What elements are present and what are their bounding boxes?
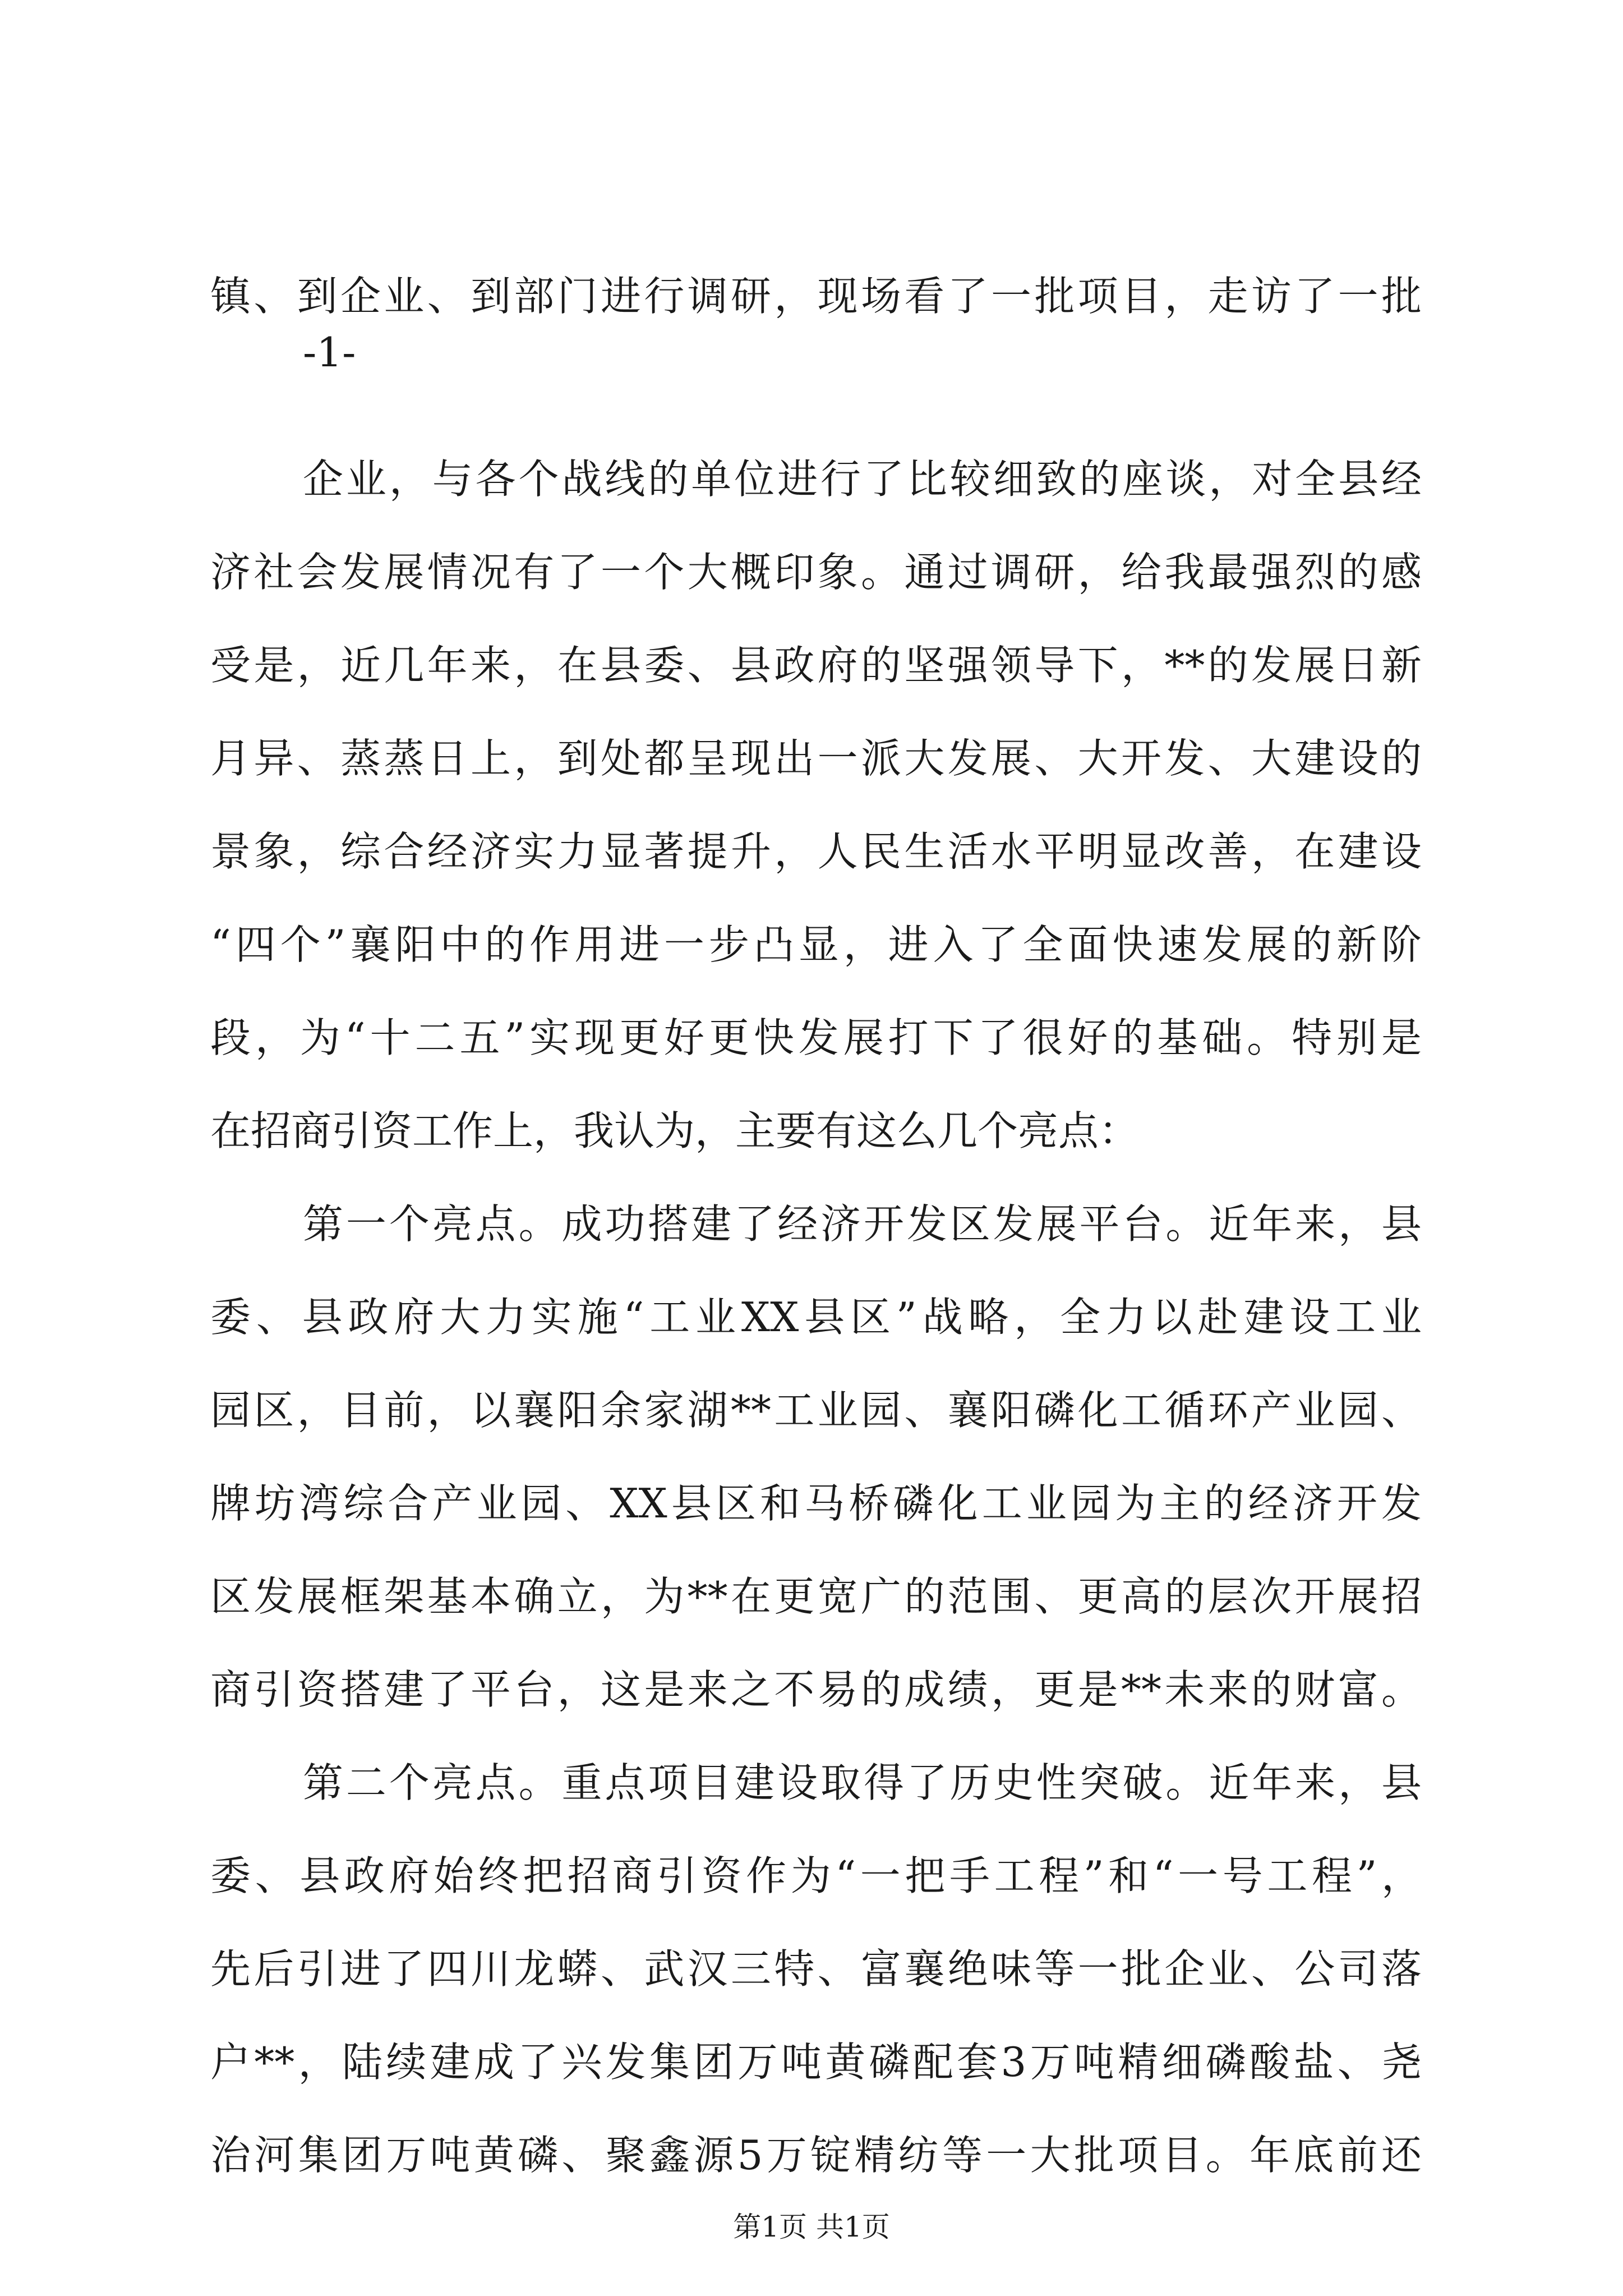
body-line-4: 受是，近几年来，在县委、县政府的坚强领导下，**的发展日新 — [210, 642, 1422, 689]
body-line-2: 企业，与各个战线的单位进行了比较细致的座谈，对全县经 — [303, 455, 1422, 503]
page-footer: 第1页 共1页 — [733, 2211, 890, 2243]
body-line-5: 月异、蒸蒸日上，到处都呈现出一派大发展、大开发、大建设的 — [210, 735, 1422, 782]
body-line-1: 镇、到企业、到部门进行调研，现场看了一批项目，走访了一批 — [210, 273, 1422, 320]
body-line-18: 先后引进了四川龙蟒、武汉三特、富襄绝味等一批企业、公司落 — [210, 1945, 1422, 1993]
body-line-19: 户**，陆续建成了兴发集团万吨黄磷配套3万吨精细磷酸盐、尧 — [210, 2039, 1422, 2086]
body-line-16: 第二个亮点。重点项目建设取得了历史性突破。近年来，县 — [303, 1759, 1422, 1806]
body-line-6: 景象，综合经济实力显著提升，人民生活水平明显改善，在建设 — [210, 828, 1422, 875]
body-line-9: 在招商引资工作上，我认为，主要有这么几个亮点： — [210, 1107, 1140, 1154]
body-line-14: 区发展框架基本确立，为**在更宽广的范围、更高的层次开展招 — [210, 1573, 1422, 1620]
body-line-15: 商引资搭建了平台，这是来之不易的成绩，更是**未来的财富。 — [210, 1666, 1422, 1713]
body-line-8: 段，为“十二五”实现更好更快发展打下了很好的基础。特别是 — [210, 1014, 1422, 1061]
body-line-13: 牌坊湾综合产业园、XX县区和马桥磷化工业园为主的经济开发 — [210, 1480, 1422, 1527]
body-line-10: 第一个亮点。成功搭建了经济开发区发展平台。近年来，县 — [303, 1200, 1422, 1248]
body-line-20: 治河集团万吨黄磷、聚鑫源5万锭精纺等一大批项目。年底前还 — [210, 2132, 1422, 2179]
body-line-12: 园区，目前，以襄阳余家湖**工业园、襄阳磷化工循环产业园、 — [210, 1387, 1422, 1434]
body-line-17: 委、县政府始终把招商引资作为“一把手工程”和“一号工程”， — [210, 1852, 1422, 1899]
body-line-7: “四个”襄阳中的作用进一步凸显，进入了全面快速发展的新阶 — [210, 921, 1422, 968]
page-marker: -1- — [303, 329, 356, 376]
body-line-11: 委、县政府大力实施“工业XX县区”战略，全力以赴建设工业 — [210, 1294, 1422, 1341]
body-line-3: 济社会发展情况有了一个大概印象。通过调研，给我最强烈的感 — [210, 549, 1422, 596]
